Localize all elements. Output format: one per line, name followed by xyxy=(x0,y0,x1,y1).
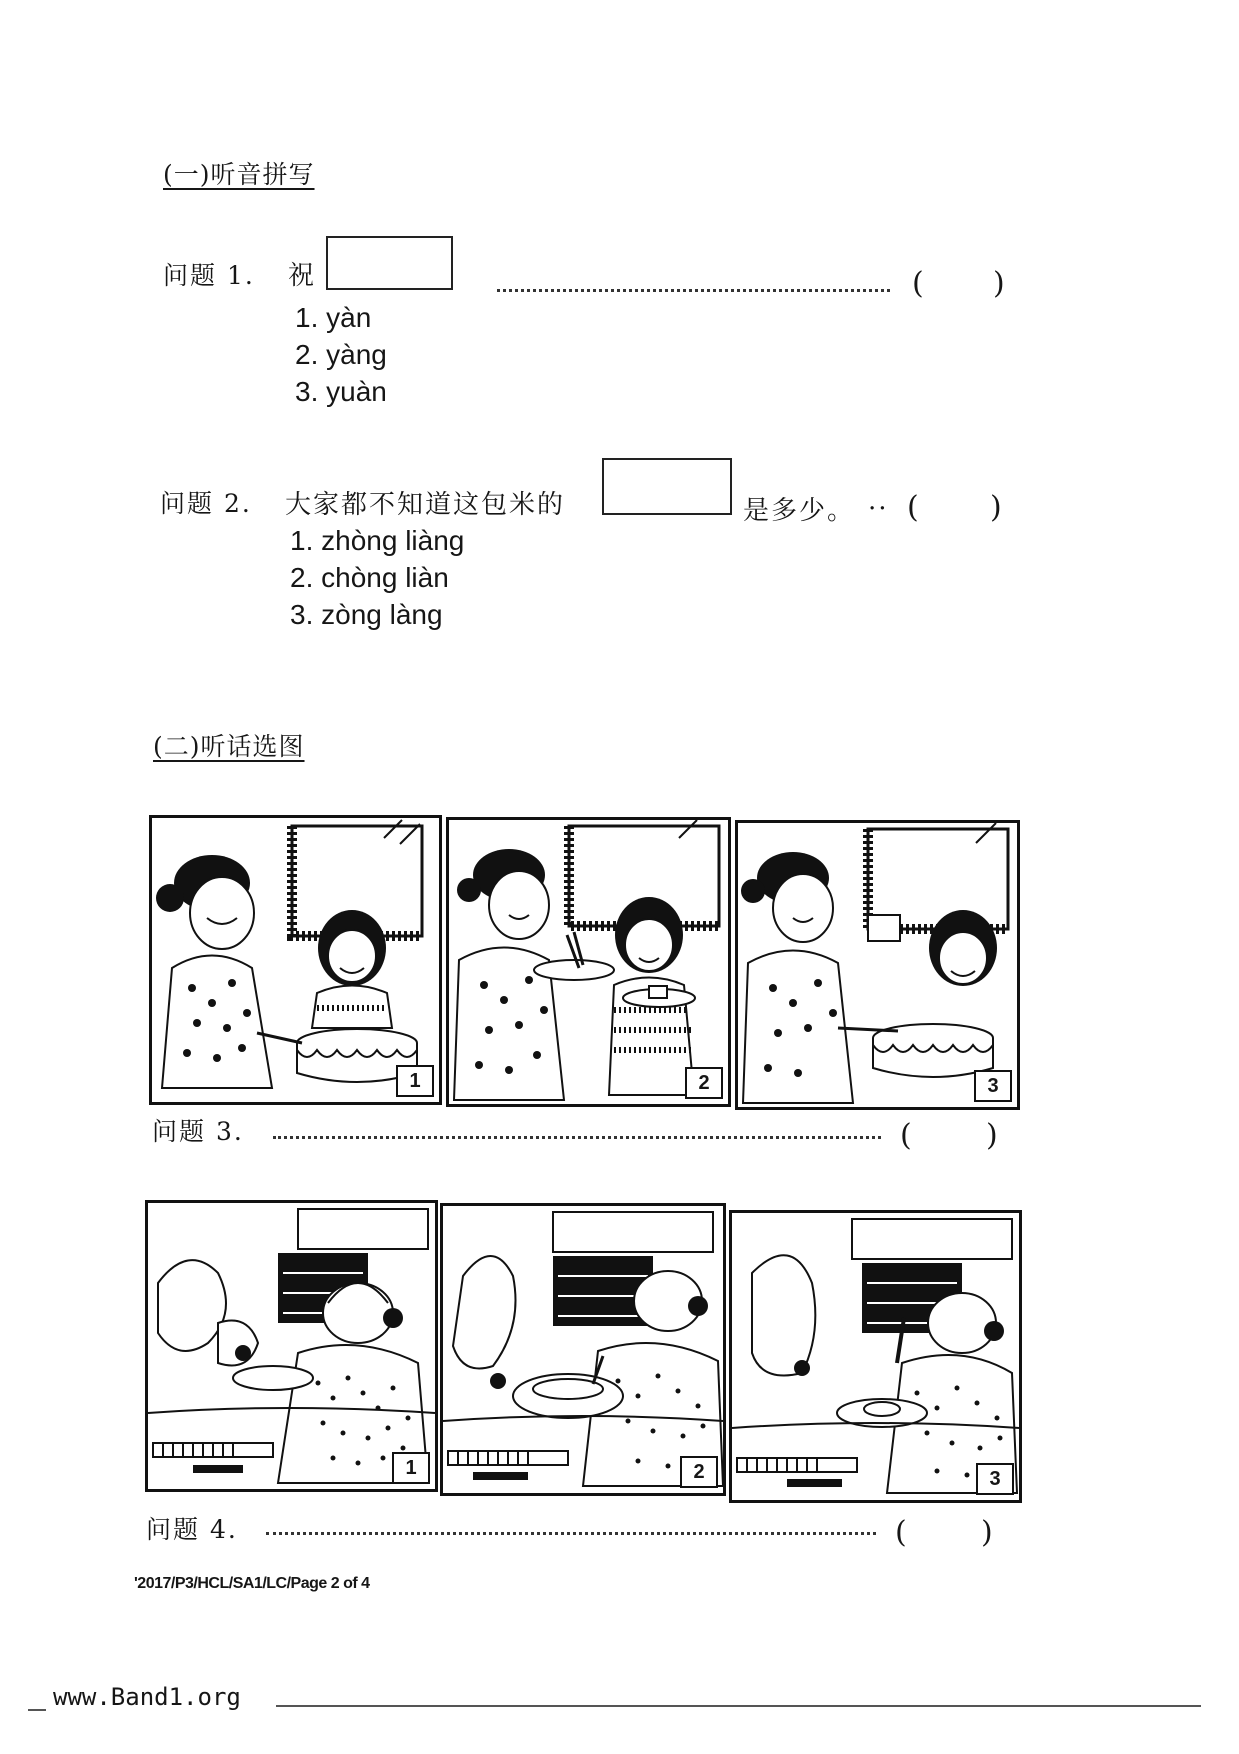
question-1-answer-box[interactable] xyxy=(326,236,453,290)
question-3-paren-close: ) xyxy=(986,1118,998,1153)
cake-scene-illustration xyxy=(449,820,728,1104)
question-4-paren-open: ( xyxy=(895,1515,907,1550)
question-1-paren-close: ) xyxy=(993,266,1005,301)
question-1-answer-slot[interactable] xyxy=(935,270,991,302)
cake-scene-illustration xyxy=(738,823,1017,1107)
question-2-leader: .. xyxy=(868,486,889,516)
cat-eating-scene-illustration xyxy=(443,1206,723,1493)
question-1-options xyxy=(295,299,387,410)
question-3-dotted-leader xyxy=(273,1136,881,1139)
question-1-paren-open: ( xyxy=(912,266,924,301)
panel-number: 3 xyxy=(974,1070,1012,1102)
section-title-listening-spelling: (一)听音拼写 xyxy=(163,160,315,189)
footer-rule xyxy=(276,1705,1201,1707)
question-3-panel-2[interactable] xyxy=(446,817,731,1107)
panel-number: 2 xyxy=(680,1456,718,1488)
cake-scene-illustration xyxy=(152,818,439,1102)
panel-number: 3 xyxy=(976,1463,1014,1495)
question-3-panel-3[interactable] xyxy=(735,820,1020,1110)
section-title-listening-picture: (二)听话选图 xyxy=(153,732,305,761)
question-2-paren-close: ) xyxy=(990,490,1002,525)
question-1-dotted-leader xyxy=(497,289,890,292)
panel-number: 1 xyxy=(396,1065,434,1097)
panel-number: 1 xyxy=(392,1452,430,1484)
question-2-paren-open: ( xyxy=(907,490,919,525)
question-1-option-1: 1. yàn xyxy=(295,302,372,333)
question-4-panel-1[interactable] xyxy=(145,1200,438,1492)
question-2-options xyxy=(290,522,464,633)
footer-rule-left xyxy=(28,1709,46,1711)
question-2-prefix: 大家都不知道这包米的 xyxy=(285,490,566,520)
question-3-panel-1[interactable] xyxy=(149,815,442,1105)
question-2-label: 问题 2. xyxy=(160,489,252,518)
question-4-label: 问题 4. xyxy=(146,1515,238,1544)
question-2-option-2: 2. chòng liàn xyxy=(290,562,449,593)
page-footer-code: '2017/P3/HCL/SA1/LC/Page 2 of 4 xyxy=(134,1575,370,1592)
question-1-option-3: 3. yuàn xyxy=(295,376,387,407)
question-2-answer-slot[interactable] xyxy=(930,494,988,526)
question-4-paren-close: ) xyxy=(981,1515,993,1550)
cat-eating-scene-illustration xyxy=(148,1203,435,1489)
question-4-answer-slot[interactable] xyxy=(918,1519,980,1551)
question-4-panel-3[interactable] xyxy=(729,1210,1022,1503)
question-4-dotted-leader xyxy=(266,1532,876,1535)
question-1-prefix: 祝 xyxy=(288,261,317,291)
question-2-suffix: 是多少。 xyxy=(743,496,856,526)
site-watermark: www.Band1.org xyxy=(53,1683,241,1711)
question-2-option-1: 1. zhòng liàng xyxy=(290,525,465,556)
question-3-label: 问题 3. xyxy=(152,1117,244,1146)
question-2-answer-box[interactable] xyxy=(602,458,732,515)
question-3-paren-open: ( xyxy=(900,1118,912,1153)
question-1-option-2: 2. yàng xyxy=(295,339,387,370)
question-4-panel-2[interactable] xyxy=(440,1203,726,1496)
cat-eating-scene-illustration xyxy=(732,1213,1019,1500)
panel-number: 2 xyxy=(685,1067,723,1099)
question-2-option-3: 3. zòng làng xyxy=(290,599,443,630)
question-1-label: 问题 1. xyxy=(163,261,255,290)
question-3-answer-slot[interactable] xyxy=(923,1122,985,1154)
